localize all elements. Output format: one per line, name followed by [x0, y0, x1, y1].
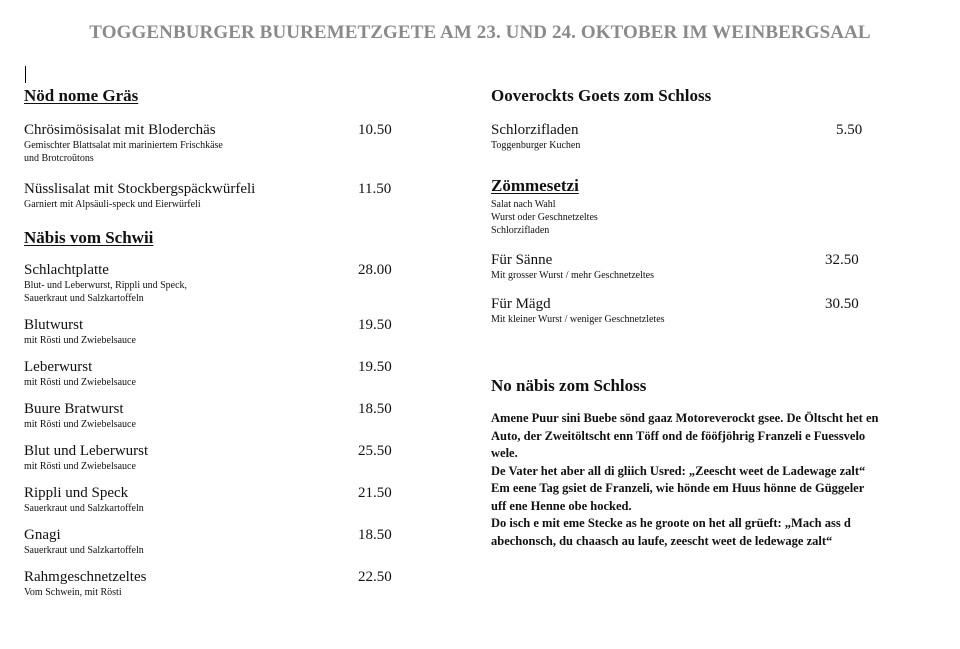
- menu-title: TOGGENBURGER BUUREMETZGETE AM 23. UND 24. OKTOBER IM WEINBERGSAAL: [89, 22, 871, 43]
- menu-item: [24, 569, 414, 599]
- story-line: uff ene Henne obe hocked.: [491, 498, 632, 513]
- item-price: 21.50: [358, 485, 392, 501]
- section-heading-salads: Nöd nome Gräs: [24, 86, 139, 105]
- menu-item: [24, 262, 414, 305]
- section-heading-dessert: Ooverockts Goets zom Schloss: [491, 86, 712, 105]
- story-text: [491, 410, 936, 550]
- item-desc: und Brotcroûtons: [24, 153, 94, 164]
- item-name: Leberwurst: [24, 359, 93, 375]
- combo-note: Wurst oder Geschnetzeltes: [491, 212, 598, 223]
- item-price: 28.00: [358, 262, 392, 278]
- item-desc: Gemischter Blattsalat mit mariniertem Frischkäse: [24, 140, 223, 151]
- combo-note: Schlorzifladen: [491, 225, 550, 236]
- item-name: Chrösimösisalat mit Bloderchäs: [24, 122, 216, 138]
- menu-item: [24, 359, 414, 389]
- item-desc: Vom Schwein, mit Rösti: [24, 587, 122, 598]
- menu-item: [24, 527, 414, 557]
- right-column: [491, 86, 941, 550]
- item-name: Rahmgeschnetzeltes: [24, 569, 147, 585]
- story-line: Em eene Tag gsiet de Franzeli, wie hönde em Huus hönne de Güggeler: [491, 481, 865, 495]
- item-desc: mit Rösti und Zwiebelsauce: [24, 377, 136, 388]
- left-column: [24, 86, 414, 599]
- item-desc: Mit grosser Wurst / mehr Geschnetzeltes: [491, 270, 654, 281]
- section-heading-story: No näbis zom Schloss: [491, 376, 647, 395]
- item-name: Gnagi: [24, 527, 61, 543]
- item-name: Blutwurst: [24, 317, 84, 333]
- item-desc: mit Rösti und Zwiebelsauce: [24, 419, 136, 430]
- item-desc: Sauerkraut und Salzkartoffeln: [24, 503, 144, 514]
- item-name: Blut und Leberwurst: [24, 443, 149, 459]
- menu-item: [24, 122, 414, 165]
- item-desc: Garniert mit Alpsäuli-speck und Eierwürfeli: [24, 199, 201, 210]
- item-name: Buure Bratwurst: [24, 401, 124, 417]
- item-price: 22.50: [358, 569, 392, 585]
- story-line: De Vater het aber all di gliich Usred: „Zeescht weet de Ladewage zalt“: [491, 463, 866, 478]
- story-line: abechonsch, du chaasch au laufe, zeescht weet de ledewage zalt“: [491, 533, 833, 548]
- item-desc: mit Rösti und Zwiebelsauce: [24, 461, 136, 472]
- menu-item: [24, 443, 414, 473]
- item-name: Für Mägd: [491, 296, 551, 312]
- item-desc: Sauerkraut und Salzkartoffeln: [24, 545, 144, 556]
- item-price: 5.50: [836, 122, 863, 138]
- item-desc: Mit kleiner Wurst / weniger Geschnetzletes: [491, 314, 665, 325]
- menu-item: [491, 122, 941, 152]
- item-name: Für Sänne: [491, 252, 553, 268]
- item-desc: Toggenburger Kuchen: [491, 140, 581, 151]
- item-price: 10.50: [358, 122, 392, 138]
- item-name: Nüsslisalat mit Stockbergspäckwürfeli: [24, 181, 256, 197]
- item-price: 32.50: [825, 252, 859, 268]
- menu-item: [491, 252, 941, 282]
- item-desc: Blut- und Leberwurst, Rippli und Speck,: [24, 280, 188, 291]
- menu-item: [491, 296, 941, 326]
- item-price: 11.50: [358, 181, 392, 197]
- story-line: Amene Puur sini Buebe sönd gaaz Motoreverockt gsee. De Öltscht het en: [491, 411, 879, 425]
- item-desc: Sauerkraut und Salzkartoffeln: [24, 293, 144, 304]
- text-cursor: [25, 66, 26, 83]
- item-name: Schlachtplatte: [24, 262, 109, 278]
- menu-item: [24, 181, 414, 211]
- menu-item: [24, 401, 414, 431]
- item-price: 18.50: [358, 401, 392, 417]
- item-name: Schlorzifladen: [491, 122, 579, 138]
- story-line: wele.: [491, 446, 518, 460]
- item-price: 25.50: [358, 443, 392, 459]
- section-heading-combo: Zömmesetzi: [491, 176, 579, 195]
- story-line: Do isch e mit eme Stecke as he groote on het all grüeft: „Mach ass d: [491, 516, 851, 530]
- item-price: 18.50: [358, 527, 392, 543]
- item-price: 19.50: [358, 359, 392, 375]
- item-desc: mit Rösti und Zwiebelsauce: [24, 335, 136, 346]
- story-line: Auto, der Zweitöltscht enn Töff ond de fööfjöhrig Franzeli e Fuessvelo: [491, 428, 866, 443]
- item-price: 30.50: [825, 296, 859, 312]
- menu-item: [24, 317, 414, 347]
- item-price: 19.50: [358, 317, 392, 333]
- section-heading-pork: Näbis vom Schwii: [24, 228, 154, 247]
- item-name: Rippli und Speck: [24, 485, 129, 501]
- menu-item: [24, 485, 414, 515]
- combo-note: Salat nach Wahl: [491, 199, 556, 210]
